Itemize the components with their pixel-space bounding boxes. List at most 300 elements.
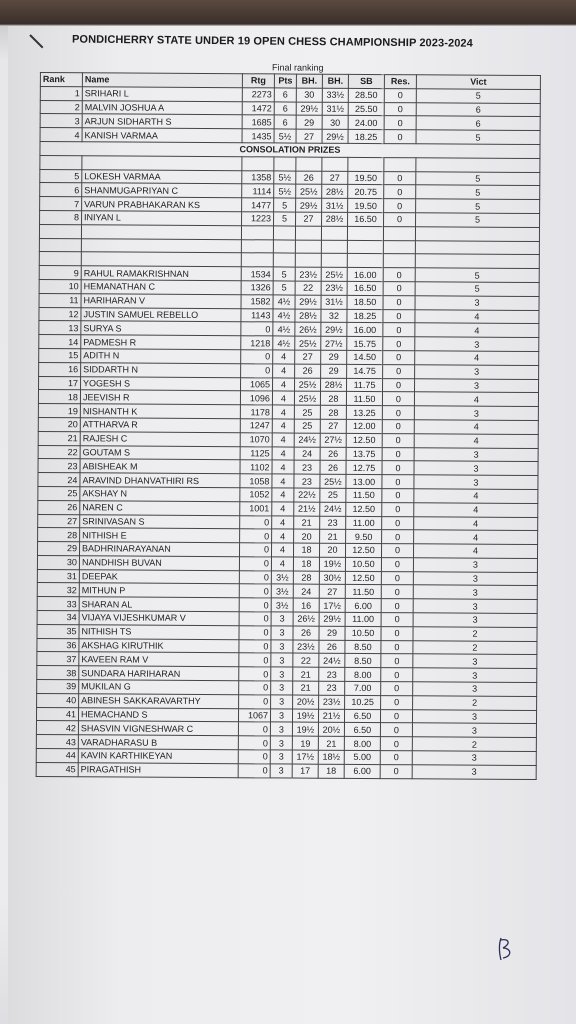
cell-rank: 35 [37, 624, 79, 638]
cell-res: 0 [381, 682, 413, 696]
cell-sb: 6.50 [344, 723, 380, 737]
cell-vict: 3 [415, 365, 539, 380]
cell-rank: 26 [38, 500, 80, 514]
cell-rank: 25 [38, 486, 80, 500]
cell-pts: 4 [272, 391, 294, 405]
cell-vict: 4 [413, 544, 537, 559]
ranking-table-body [36, 86, 540, 779]
cell-rtg: 1065 [241, 377, 273, 391]
cell-vict: 3 [415, 337, 539, 352]
cell-vict: 4 [414, 434, 538, 449]
cell-bh2: 21½ [318, 709, 344, 723]
cell-bh1: 23½ [293, 640, 319, 654]
cell-res: 0 [381, 585, 413, 599]
cell-sb: 16.00 [347, 323, 383, 337]
cell-sb: 12.50 [345, 543, 381, 557]
cell-res: 0 [383, 323, 415, 337]
cell-rank: 6 [40, 183, 82, 197]
cell-name: MUKILAN G [79, 680, 239, 695]
cell-pts: 4 [272, 488, 294, 502]
cell-rank: 34 [37, 611, 79, 625]
cell-name: ABINESH SAKKARAVARTHY [79, 694, 239, 709]
cell-rtg: 0 [239, 584, 271, 598]
cell-name: SHARAN AL [79, 597, 239, 612]
cell-name: SHANMUGAPRIYAN C [82, 183, 242, 198]
cell-pts: 3 [270, 722, 292, 736]
cell-bh1: 25½ [295, 336, 321, 350]
cell-pts: 4½ [273, 308, 295, 322]
cell-bh1: 25½ [296, 184, 322, 198]
cell-rtg: 0 [239, 598, 271, 612]
cell-sb: 6.00 [345, 599, 381, 613]
cell-bh1: 22 [293, 654, 319, 668]
cell-pts: 3 [271, 653, 293, 667]
cell-rank: 9 [39, 266, 81, 280]
cell-rank: 22 [38, 445, 80, 459]
cell-name: HEMANATHAN C [81, 280, 241, 295]
cell-bh2: 23 [320, 516, 346, 530]
cell-vict: 4 [414, 392, 538, 407]
cell-res: 0 [384, 102, 416, 116]
cell-pts: 3 [270, 736, 292, 750]
cell-res: 0 [380, 751, 412, 765]
cell-bh1: 29½ [296, 102, 322, 116]
cell-sb: 6.00 [344, 764, 380, 778]
cell-rank: 23 [38, 459, 80, 473]
cell-vict: 4 [415, 323, 539, 338]
cell-name: HARIHARAN V [81, 294, 241, 309]
cell-name: NAREN C [80, 500, 240, 515]
cell-sb: 11.50 [346, 488, 382, 502]
cell-vict: 3 [414, 447, 538, 462]
cell-bh2: 23½ [321, 281, 347, 295]
cell-bh1: 27 [295, 350, 321, 364]
cell-bh1: 26 [295, 364, 321, 378]
cell-sb: 11.00 [346, 516, 382, 530]
cell-vict: 4 [414, 420, 538, 435]
cell-rank: 45 [36, 762, 78, 776]
blank-cell [81, 252, 241, 267]
blank-cell [415, 254, 539, 269]
cell-bh2: 27½ [321, 336, 347, 350]
cell-pts: 3 [271, 626, 293, 640]
cell-name: ATTHARVA R [80, 418, 240, 433]
cell-bh2: 30½ [319, 571, 345, 585]
cell-rank: 38 [37, 666, 79, 680]
cell-sb: 12.50 [345, 571, 381, 585]
cell-pts: 5 [273, 267, 295, 281]
cell-rank: 43 [36, 735, 78, 749]
cell-rtg: 0 [241, 322, 273, 336]
cell-rtg: 0 [240, 515, 272, 529]
cell-vict: 4 [414, 516, 538, 531]
cell-res: 0 [382, 502, 414, 516]
cell-pts: 4 [272, 529, 294, 543]
cell-bh1: 21 [294, 516, 320, 530]
cell-rtg: 0 [239, 626, 271, 640]
cell-rtg: 1070 [240, 432, 272, 446]
cell-vict: 3 [413, 613, 537, 628]
cell-pts: 5 [274, 198, 296, 212]
blank-cell [39, 238, 81, 252]
col-header-res: Res. [384, 75, 416, 89]
table-row [36, 762, 536, 779]
blank-cell [416, 158, 540, 173]
cell-rank: 40 [37, 693, 79, 707]
cell-rtg: 1582 [241, 294, 273, 308]
cell-rank: 10 [39, 279, 81, 293]
cell-sb: 13.25 [346, 406, 382, 420]
cell-vict: 4 [414, 530, 538, 545]
cell-bh2: 28 [320, 405, 346, 419]
ranking-table-wrap [35, 64, 540, 922]
cell-rank: 14 [39, 335, 81, 349]
cell-rank: 5 [40, 169, 82, 183]
cell-bh2: 25½ [320, 474, 346, 488]
cell-rank: 18 [38, 390, 80, 404]
cell-pts: 4 [272, 515, 294, 529]
blank-cell [273, 226, 295, 240]
cell-sb: 12.00 [346, 419, 382, 433]
cell-rtg: 0 [239, 543, 271, 557]
cell-bh2: 28½ [322, 212, 348, 226]
cell-bh1: 29 [296, 115, 322, 129]
cell-rtg: 0 [238, 764, 270, 778]
cell-bh2: 31½ [321, 295, 347, 309]
cell-rtg: 1223 [242, 212, 274, 226]
cell-rtg: 0 [239, 557, 271, 571]
cell-vict: 3 [412, 765, 536, 780]
cell-res: 0 [381, 571, 413, 585]
cell-name: NISHANTH K [80, 404, 240, 419]
cell-res: 0 [381, 654, 413, 668]
cell-pts: 5 [274, 212, 296, 226]
cell-name: INIYAN L [82, 211, 242, 226]
cell-vict: 3 [413, 668, 537, 683]
cell-name: PIRAGATHISH [78, 763, 238, 778]
cell-pts: 3½ [271, 571, 293, 585]
cell-sb: 8.00 [344, 737, 380, 751]
cell-res: 0 [380, 723, 412, 737]
cell-sb: 10.25 [345, 695, 381, 709]
cell-bh1: 25½ [295, 378, 321, 392]
cell-sb: 16.50 [347, 281, 383, 295]
cell-res: 0 [382, 475, 414, 489]
cell-sb: 18.25 [348, 130, 384, 144]
cell-name: MALVIN JOSHUA A [82, 100, 242, 115]
cell-rtg: 0 [238, 722, 270, 736]
cell-sb: 25.50 [348, 102, 384, 116]
cell-bh1: 21 [293, 667, 319, 681]
cell-sb: 13.00 [346, 474, 382, 488]
blank-cell [39, 252, 81, 266]
cell-vict: 3 [412, 751, 536, 766]
cell-rank: 20 [38, 417, 80, 431]
cell-res: 0 [382, 461, 414, 475]
cell-bh2: 19½ [319, 557, 345, 571]
cell-rank: 7 [40, 197, 82, 211]
cell-pts: 4 [273, 364, 295, 378]
cell-name: ADITH N [81, 349, 241, 364]
cell-bh1: 26 [293, 626, 319, 640]
cell-pts: 3 [271, 640, 293, 654]
cell-res: 0 [383, 364, 415, 378]
cell-rtg: 0 [238, 736, 270, 750]
cell-pts: 5½ [274, 171, 296, 185]
cell-vict: 3 [413, 682, 537, 697]
cell-vict: 3 [413, 654, 537, 669]
cell-name: JUSTIN SAMUEL REBELLO [81, 307, 241, 322]
cell-bh2: 30 [322, 116, 348, 130]
cell-bh2: 32 [321, 309, 347, 323]
cell-pts: 4 [272, 460, 294, 474]
cell-bh2: 18 [318, 764, 344, 778]
cell-bh1: 22 [295, 281, 321, 295]
cell-rtg: 1247 [240, 419, 272, 433]
blank-cell [81, 225, 241, 240]
cell-rtg: 0 [239, 570, 271, 584]
cell-vict: 3 [415, 378, 539, 393]
cell-res: 0 [380, 709, 412, 723]
cell-bh2: 23 [319, 667, 345, 681]
cell-vict: 3 [414, 406, 538, 421]
cell-res: 0 [383, 309, 415, 323]
cell-bh2: 27 [322, 171, 348, 185]
section-label: CONSOLATION PRIZES [40, 141, 540, 158]
cell-bh1: 23½ [295, 267, 321, 281]
cell-res: 0 [380, 764, 412, 778]
cell-res: 0 [381, 695, 413, 709]
cell-sb: 8.50 [345, 640, 381, 654]
cell-name: ABISHEAK M [80, 459, 240, 474]
cell-name: KAVEEN RAM V [79, 652, 239, 667]
cell-bh2: 25 [320, 488, 346, 502]
cell-bh2: 29 [319, 626, 345, 640]
cell-pts: 4 [271, 543, 293, 557]
cell-vict: 3 [413, 558, 537, 573]
cell-vict: 3 [414, 475, 538, 490]
cell-res: 0 [381, 613, 413, 627]
cell-res: 0 [382, 447, 414, 461]
cell-name: SRIHARI L [82, 87, 242, 102]
blank-cell [242, 157, 274, 171]
cell-name: NITHISH E [80, 528, 240, 543]
blank-cell [241, 253, 273, 267]
blank-cell [241, 225, 273, 239]
cell-bh1: 19 [292, 736, 318, 750]
blank-cell [415, 227, 539, 242]
cell-rank: 33 [37, 597, 79, 611]
cell-rank: 29 [37, 542, 79, 556]
cell-bh1: 29½ [296, 198, 322, 212]
blank-cell [321, 226, 347, 240]
cell-rtg: 0 [241, 363, 273, 377]
cell-rank: 4 [40, 128, 82, 142]
cell-rtg: 2273 [242, 88, 274, 102]
cell-vict: 3 [412, 709, 536, 724]
cell-pts: 4½ [273, 336, 295, 350]
cell-rank: 17 [39, 376, 81, 390]
cell-rtg: 1477 [242, 198, 274, 212]
cell-bh1: 24 [294, 447, 320, 461]
cell-pts: 4 [272, 502, 294, 516]
cell-vict: 5 [416, 213, 540, 228]
cell-pts: 4 [272, 419, 294, 433]
blank-cell [347, 226, 383, 240]
cell-bh1: 28 [293, 571, 319, 585]
cell-res: 0 [382, 489, 414, 503]
cell-bh2: 33½ [322, 88, 348, 102]
cell-name: GOUTAM S [80, 445, 240, 460]
cell-bh2: 29½ [321, 323, 347, 337]
cell-rtg: 0 [239, 695, 271, 709]
document-title: PONDICHERRY STATE UNDER 19 OPEN CHESS CHAMPIONSHIP 2023-2024 [71, 33, 473, 50]
cell-vict: 6 [416, 116, 540, 131]
cell-sb: 12.50 [346, 433, 382, 447]
cell-bh1: 24 [293, 585, 319, 599]
cell-name: YOGESH S [81, 376, 241, 391]
cell-bh2: 28 [320, 392, 346, 406]
cell-rank: 24 [38, 473, 80, 487]
cell-vict: 2 [413, 640, 537, 655]
cell-res: 0 [381, 626, 413, 640]
cell-name: KANISH VARMAA [82, 128, 242, 143]
cell-rank: 36 [37, 638, 79, 652]
cell-vict: 3 [415, 296, 539, 311]
cell-vict: 5 [415, 268, 539, 283]
blank-cell [383, 254, 415, 268]
cell-bh1: 18 [293, 557, 319, 571]
cell-vict: 2 [412, 737, 536, 752]
cell-bh1: 20½ [293, 695, 319, 709]
cell-rtg: 1067 [238, 708, 270, 722]
document-subtitle: Final ranking [271, 62, 324, 73]
cell-sb: 12.50 [346, 502, 382, 516]
cell-rtg: 0 [239, 612, 271, 626]
cell-bh2: 18½ [318, 750, 344, 764]
cell-res: 0 [383, 351, 415, 365]
cell-vict: 3 [413, 585, 537, 600]
cell-bh1: 29½ [295, 295, 321, 309]
cell-bh1: 25½ [294, 391, 320, 405]
cell-sb: 13.75 [346, 447, 382, 461]
col-header-rtg: Rtg [242, 74, 274, 88]
cell-bh1: 24½ [294, 433, 320, 447]
cell-pts: 4 [273, 377, 295, 391]
cell-vict: 5 [416, 199, 540, 214]
cell-bh1: 23 [294, 474, 320, 488]
blank-cell [415, 240, 539, 255]
cell-res: 0 [381, 640, 413, 654]
cell-rank: 27 [38, 514, 80, 528]
cell-rtg: 0 [239, 653, 271, 667]
cell-sb: 10.50 [345, 626, 381, 640]
cell-rank: 32 [37, 583, 79, 597]
cell-bh2: 23 [319, 681, 345, 695]
cell-rank: 3 [40, 114, 82, 128]
cell-name: LOKESH VARMAA [82, 169, 242, 184]
cell-vict: 5 [415, 282, 539, 297]
cell-res: 0 [384, 130, 416, 144]
blank-cell [384, 157, 416, 171]
cell-rank: 44 [36, 749, 78, 763]
cell-rank: 12 [39, 307, 81, 321]
cell-rank: 42 [36, 721, 78, 735]
cell-bh1: 27 [296, 212, 322, 226]
cell-vict: 3 [413, 571, 537, 586]
cell-bh2: 17½ [319, 598, 345, 612]
blank-cell [81, 238, 241, 253]
cell-pts: 4 [272, 405, 294, 419]
cell-name: SRINIVASAN S [80, 514, 240, 529]
cell-bh1: 19½ [292, 723, 318, 737]
blank-cell [321, 254, 347, 268]
cell-bh2: 23½ [319, 695, 345, 709]
cell-rtg: 1114 [242, 184, 274, 198]
cell-vict: 2 [413, 627, 537, 642]
cell-bh2: 28½ [321, 378, 347, 392]
cell-bh1: 17 [292, 764, 318, 778]
cell-rank: 15 [39, 348, 81, 362]
col-header-name: Name [82, 73, 242, 88]
cell-sb: 18.25 [347, 309, 383, 323]
cell-bh2: 29 [321, 364, 347, 378]
cell-rtg: 0 [240, 529, 272, 543]
cell-pts: 5 [273, 281, 295, 295]
cell-bh2: 28½ [322, 185, 348, 199]
cell-name: SIDDARTH N [81, 362, 241, 377]
signature-mark [495, 934, 517, 962]
cell-bh2: 21 [318, 736, 344, 750]
cell-res: 0 [382, 406, 414, 420]
cell-rtg: 0 [241, 350, 273, 364]
cell-pts: 4½ [273, 322, 295, 336]
cell-sb: 20.75 [348, 185, 384, 199]
cell-sb: 6.50 [344, 709, 380, 723]
blank-cell [321, 240, 347, 254]
cell-rtg: 1001 [240, 501, 272, 515]
cell-bh2: 27 [319, 585, 345, 599]
cell-pts: 3 [271, 681, 293, 695]
cell-bh2: 29½ [322, 129, 348, 143]
cell-res: 0 [384, 88, 416, 102]
cell-res: 0 [384, 199, 416, 213]
cell-bh2: 26 [319, 640, 345, 654]
cell-pts: 4 [273, 350, 295, 364]
cell-bh2: 26 [320, 447, 346, 461]
cell-rtg: 1218 [241, 336, 273, 350]
cell-bh2: 29 [321, 350, 347, 364]
cell-bh1: 21 [293, 681, 319, 695]
cell-rank: 13 [39, 321, 81, 335]
col-header-bh2: BH. [322, 74, 348, 88]
blank-cell [347, 240, 383, 254]
cell-sb: 8.50 [345, 654, 381, 668]
cell-name: NITHISH TS [79, 625, 239, 640]
cell-sb: 15.75 [347, 337, 383, 351]
cell-pts: 6 [274, 102, 296, 116]
cell-name: VIJAYA VIJESHKUMAR V [79, 611, 239, 626]
cell-pts: 3 [270, 709, 292, 723]
cell-rank: 28 [38, 528, 80, 542]
cell-sb: 16.50 [348, 212, 384, 226]
cell-bh2: 24½ [320, 502, 346, 516]
cell-pts: 5½ [274, 184, 296, 198]
cell-rtg: 1096 [240, 391, 272, 405]
cell-bh1: 30 [296, 88, 322, 102]
cell-pts: 3 [270, 764, 292, 778]
cell-rank: 39 [37, 680, 79, 694]
